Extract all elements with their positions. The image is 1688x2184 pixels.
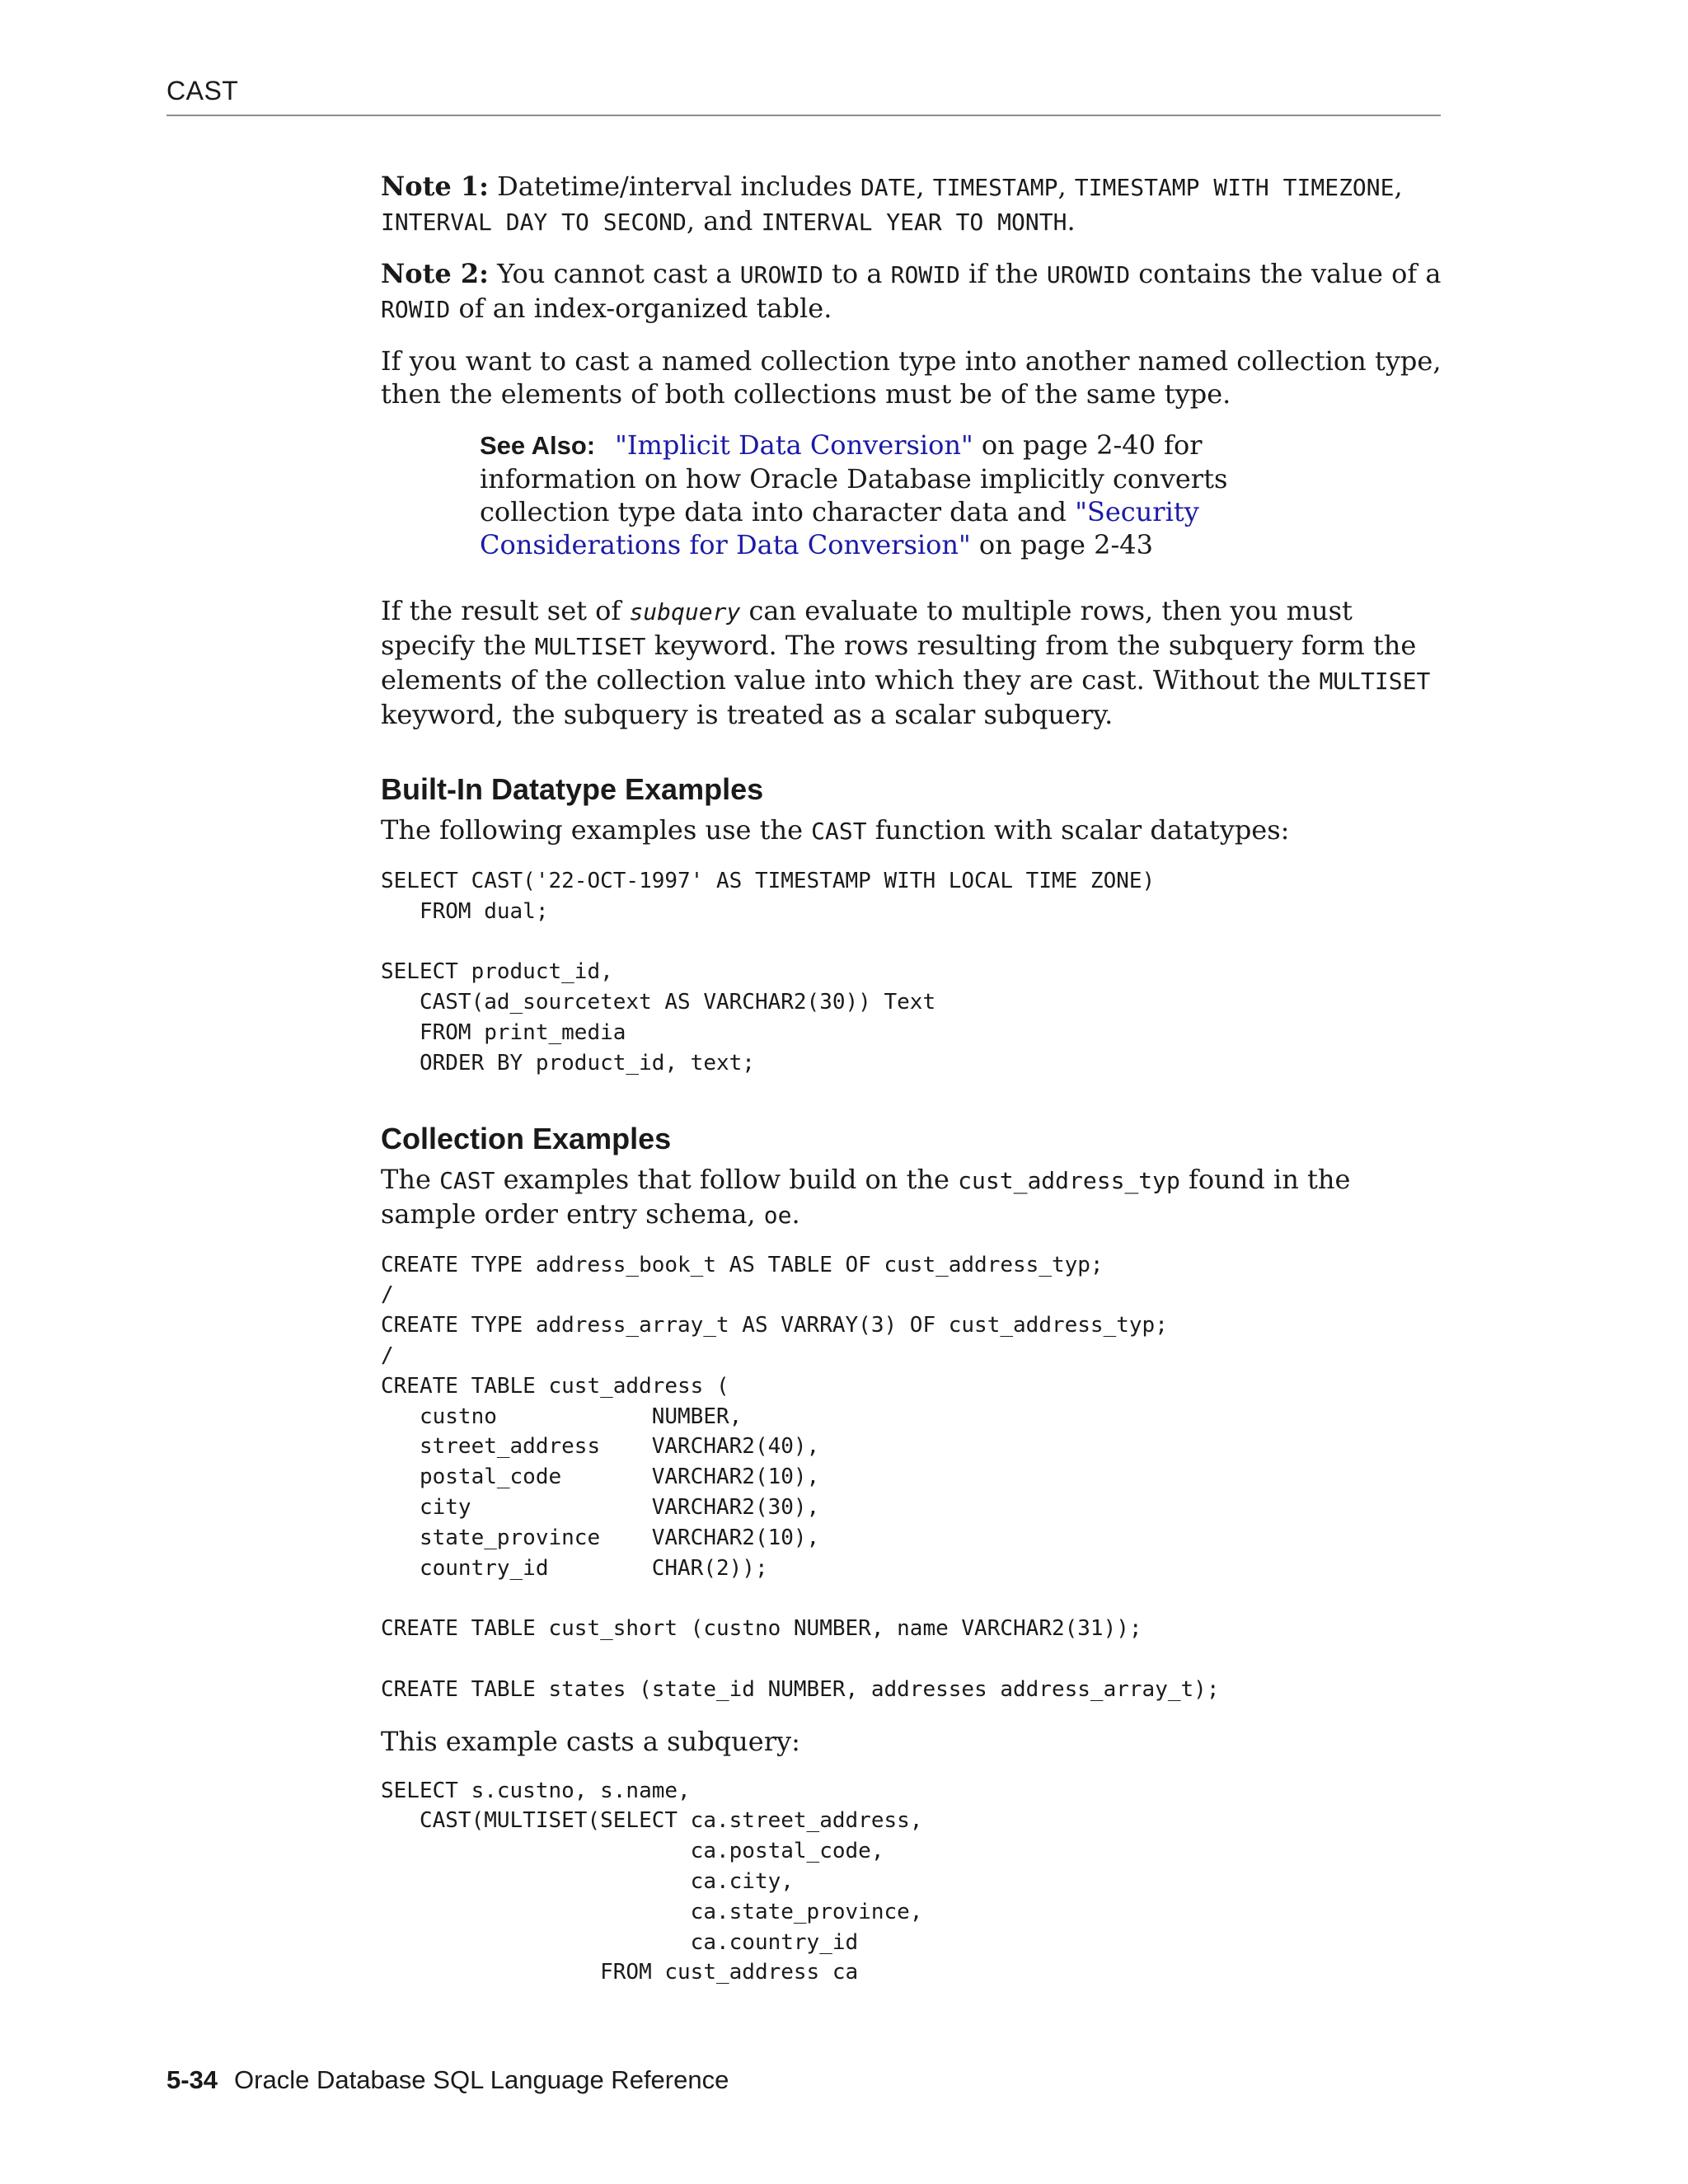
collection-intro bbox=[381, 1163, 1444, 1232]
note-1-text: Datetime/interval includes bbox=[488, 171, 860, 202]
note-1-sep: , bbox=[1057, 171, 1075, 202]
code-term: MULTISET bbox=[1319, 668, 1431, 695]
heading-collection-examples: Collection Examples bbox=[381, 1121, 672, 1155]
subquery-text: If the result set of bbox=[381, 595, 630, 626]
see-also-text: on page 2-40 for information on how Oracle Database implicitly converts collection type data into character data and bbox=[480, 429, 1228, 527]
code-term: UROWID bbox=[739, 261, 823, 288]
code-term: DATE bbox=[860, 174, 917, 201]
code-term: TIMESTAMP WITH TIMEZONE bbox=[1074, 174, 1395, 201]
footer-book-title: Oracle Database SQL Language Reference bbox=[234, 2065, 729, 2094]
note-1-sep: . bbox=[1067, 205, 1076, 237]
code-block-builtin: SELECT CAST('22-OCT-1997' AS TIMESTAMP WITH LOCAL TIME ZONE) FROM dual; SELECT product_id, CAST(ad_sourcetext AS VARCHAR2(30)) Text FROM print_media ORDER BY product_id, text; bbox=[381, 869, 1156, 1076]
collection-intro-text: examples that follow build on the bbox=[495, 1163, 959, 1195]
note-2-label: Note 2: bbox=[381, 258, 489, 289]
subquery-text: keyword, the subquery is treated as a scalar subquery. bbox=[381, 699, 1114, 730]
code-term: UROWID bbox=[1046, 261, 1131, 288]
footer-page-number: 5-34 bbox=[166, 2065, 218, 2094]
note-1 bbox=[381, 170, 1444, 239]
code-term: cust_address_typ bbox=[958, 1166, 1180, 1194]
note-2-text: You cannot cast a bbox=[488, 258, 740, 289]
collection-intro-text: found in the sample order entry schema, bbox=[381, 1163, 1351, 1230]
subquery-paragraph bbox=[381, 594, 1444, 731]
subquery-example-intro: This example casts a subquery: bbox=[381, 1725, 800, 1757]
builtin-intro-text: The following examples use the bbox=[381, 814, 812, 846]
note-1-sep: , and bbox=[686, 205, 762, 237]
note-2-text: if the bbox=[959, 258, 1047, 289]
note-2-text: contains the value of a bbox=[1130, 258, 1442, 289]
collection-type-paragraph: If you want to cast a named collection type into another named collection type, then the elements of both collections must be of the same type. bbox=[381, 345, 1442, 410]
header-rule bbox=[166, 115, 1441, 116]
see-also-label: See Also: bbox=[480, 431, 596, 460]
code-term: INTERVAL DAY TO SECOND bbox=[381, 209, 687, 236]
code-term: ROWID bbox=[381, 296, 451, 323]
code-block-collection-ddl: CREATE TYPE address_book_t AS TABLE OF cust_address_typ; / CREATE TYPE address_array_t AS VARRAY(3) OF cust_address_typ; / CREATE TABLE cust_address ( custno NUMBER, street_address VARCHAR2(40), postal_code VARCHAR2(10), city VARCHAR2(30), state_province VARCHAR2(10), country_id CHAR(2)); CREATE TABLE cust_short (custno NUMBER, name VARCHAR2(31)); CREATE TABLE states (state_id NUMBER, addresses address_array_t); bbox=[381, 1252, 1220, 1702]
note-1-label: Note 1: bbox=[381, 171, 489, 202]
note-1-sep: , bbox=[916, 171, 933, 202]
subquery-text: keyword. The rows resulting from the subquery form the elements of the collection value into which they are cast. Without the bbox=[381, 630, 1417, 696]
see-also-text: on page 2-43 bbox=[970, 529, 1153, 560]
note-2 bbox=[381, 257, 1444, 326]
link-security-considerations[interactable]: "Security Considerations for Data Conversion" bbox=[480, 496, 1199, 560]
code-term: ROWID bbox=[890, 261, 960, 288]
see-also-box bbox=[480, 429, 1320, 561]
subquery-text: can evaluate to multiple rows, then you must specify the bbox=[381, 595, 1353, 661]
code-term: oe bbox=[763, 1201, 792, 1229]
builtin-intro bbox=[381, 813, 1444, 848]
link-implicit-data-conversion[interactable]: "Implicit Data Conversion" bbox=[615, 429, 973, 461]
code-term: CAST bbox=[811, 818, 867, 845]
code-term: subquery bbox=[629, 598, 741, 626]
heading-builtin-examples: Built-In Datatype Examples bbox=[381, 772, 764, 806]
code-term: TIMESTAMP bbox=[932, 174, 1058, 201]
code-term: MULTISET bbox=[534, 633, 646, 660]
running-header: CAST bbox=[166, 76, 239, 105]
note-1-sep: , bbox=[1394, 171, 1403, 202]
code-term: INTERVAL YEAR TO MONTH bbox=[761, 209, 1067, 236]
note-2-text: to a bbox=[823, 258, 891, 289]
code-block-cast-subquery: SELECT s.custno, s.name, CAST(MULTISET(SELECT ca.street_address, ca.postal_code, ca.city, ca.state_province, ca.country_id FROM cust_address ca bbox=[381, 1778, 923, 1985]
page-content bbox=[381, 170, 1444, 2008]
builtin-intro-text: function with scalar datatypes: bbox=[866, 814, 1290, 846]
collection-intro-text: . bbox=[791, 1197, 800, 1230]
note-2-text: of an index-organized table. bbox=[450, 293, 832, 324]
collection-intro-text: The bbox=[381, 1163, 440, 1195]
page-footer bbox=[166, 2065, 729, 2095]
code-term: CAST bbox=[439, 1166, 495, 1194]
